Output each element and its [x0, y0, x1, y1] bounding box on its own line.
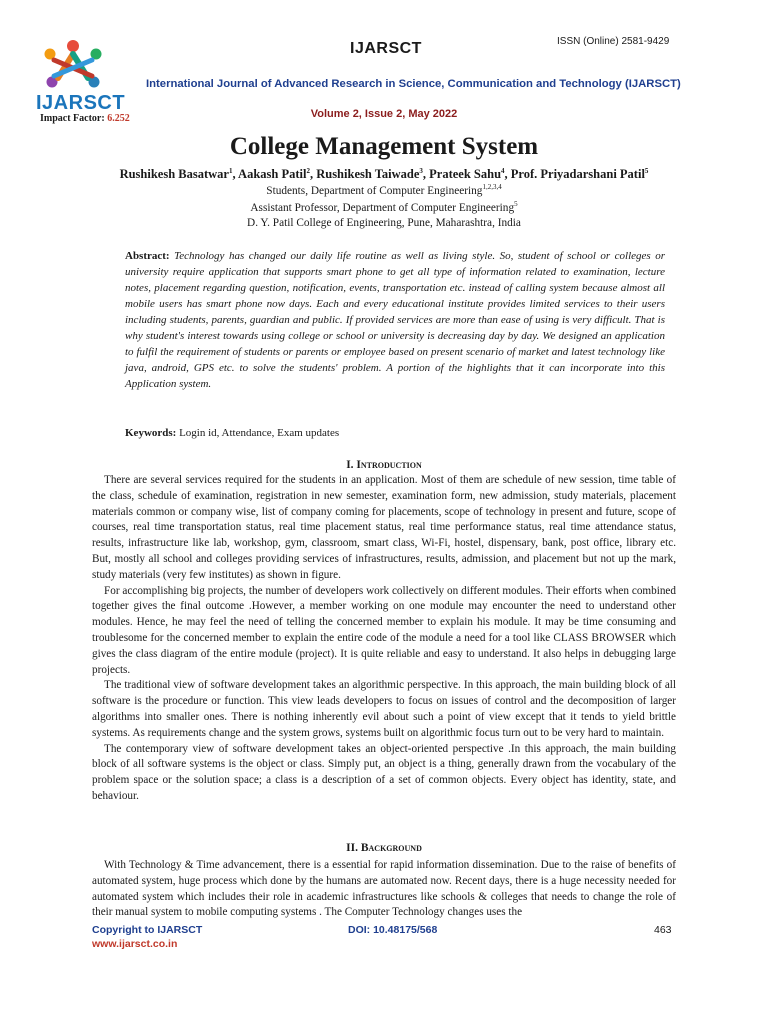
- section-introduction-title: I. Introduction: [346, 459, 422, 471]
- author-name: Rushikesh Taiwade: [316, 167, 420, 182]
- author-name: Aakash Patil: [238, 167, 307, 182]
- footer-doi: DOI: 10.48175/568: [348, 924, 438, 936]
- journal-full-name: International Journal of Advanced Research in Science, Communication and Technology (IJARSCT): [146, 78, 681, 90]
- footer-url[interactable]: www.ijarsct.co.in: [92, 938, 178, 950]
- section-background-title: II. Background: [346, 842, 422, 854]
- affiliation-college: D. Y. Patil College of Engineering, Pune, Maharashtra, India: [247, 217, 521, 229]
- affiliation-students: Students, Department of Computer Engineering$^{1,2,3,4}$: [266, 183, 502, 197]
- issn: ISSN (Online) 2581-9429: [557, 36, 670, 47]
- author-name: Prateek Sahu: [429, 167, 502, 182]
- author-list: Rushikesh Basatwar$^1$, Aakash Patil$^2$, Rushikesh Taiwade$^3$, Prateek Sahu$^4$, Prof. Priyadarshani Patil$^5$: [119, 167, 649, 182]
- volume-issue: Volume 2, Issue 2, May 2022: [310, 108, 458, 120]
- background-paragraph: With Technology & Time advancement, there is a essential for rapid information dissemination. Due to the raise of benefits of automated system, huge process which done by the humans are automated now. Recent days, there is a huge necessity needed for automated system which includes their role in academic infrastructures like schools & colleges that needs to change the role of their manual system to mobile computing systems . The Computer Technology changes uses the: [92, 859, 676, 919]
- journal-short-name: IJARSCT: [350, 40, 422, 57]
- journal-logo-icon: [38, 38, 108, 94]
- affiliation-professor: Assistant Professor, Department of Computer Engineering$^5$: [250, 200, 518, 214]
- section-introduction-body: [92, 473, 676, 805]
- intro-paragraph: There are several services required for the students in an application. Most of them are schedule of new session, time table of the class, schedule of examination, registration in new semester, examination form, new admission, study materials, placement materials common or company wise, list of company coming for placements, scope of technology in present and future, scope of courses, real time transportation status, real time placement status, real time performance status, real time attendance status, results, infrastructure like lab, workshop, gym, classroom, smart class, Wi-Fi, hostel, dispensary, bank, post office, library etc. But, mostly all school and colleges providing services of infrastructures, results, admission, and placement but not up the mark, study materials (very few institutes) as shown in figure.: [92, 474, 676, 581]
- keywords: Keywords: Login id, Attendance, Exam updates: [125, 427, 340, 439]
- intro-paragraph: The traditional view of software development takes an algorithmic perspective. In this approach, the main building block of all software is the procedure or function. This view leads developers to focus on issues of control and the decomposition of larger algorithms into smaller ones. There is nothing inherently evil about such a point of view except that it tends to yield brittle systems. As requirements change and the system grows, systems built on algorithmic focus turn out to be very hard to maintain.: [92, 679, 676, 739]
- author-name: Prof. Priyadarshani Patil: [510, 167, 645, 182]
- logo-text: IJARSCT: [36, 92, 126, 114]
- paper-title: College Management System: [229, 133, 539, 160]
- footer-copyright: Copyright to IJARSCT: [92, 924, 203, 936]
- abstract-text: Technology has changed our daily life routine as well as living style. So, student of school or colleges or university require application that supports smart phone to get all type of information related to examination, lecture notes, placement regarding question, notification, events, transportation etc. instead of calling system because almost all mobile users has smart phone now days. Each and every educational institute provides limited services to their users including students, parents, guardian and public. If provided services are more than ease of using is very difficult. That is why student's interest towards using college or school or university is decreasing day by day. We designed an application to fulfil the requirement of students or parents or employee based on present scenario of market and latest technology like java, android, GPS etc. to solve the students' problem. A portion of the highlights that it can incorporate into this Application system.: [125, 250, 666, 390]
- intro-paragraph: The contemporary view of software development takes an object-oriented perspective .In this approach, the main building block of all software systems is the object or class. Simply put, an object is a thing, generally drawn from the vocabulary of the problem space or the solution space; a class is a description of a set of common objects. Every object has identity, state, and behaviour.: [92, 742, 676, 802]
- abstract: [125, 248, 665, 392]
- intro-paragraph: For accomplishing big projects, the number of developers work collectively on different modules. Their efforts when combined together gives the final outcome .However, a member working on one module may encounter the need to understand other modules. Hence, he may feel the need of telling the concerned member to explain his module. It may be time consuming and troublesome for the concerned member to explain the entire code of the module a need for a tool like CLASS BROWSER which gives the class diagram of the entire module (project). It is quite reliable and easy to understand. It also helps in debugging large projects.: [92, 584, 676, 676]
- page-number: 463: [654, 924, 672, 936]
- abstract-label: Abstract:: [125, 250, 170, 262]
- impact-factor: Impact Factor: 6.252: [40, 113, 130, 124]
- author-name: Rushikesh Basatwar: [119, 167, 229, 182]
- section-background-body: [92, 858, 676, 921]
